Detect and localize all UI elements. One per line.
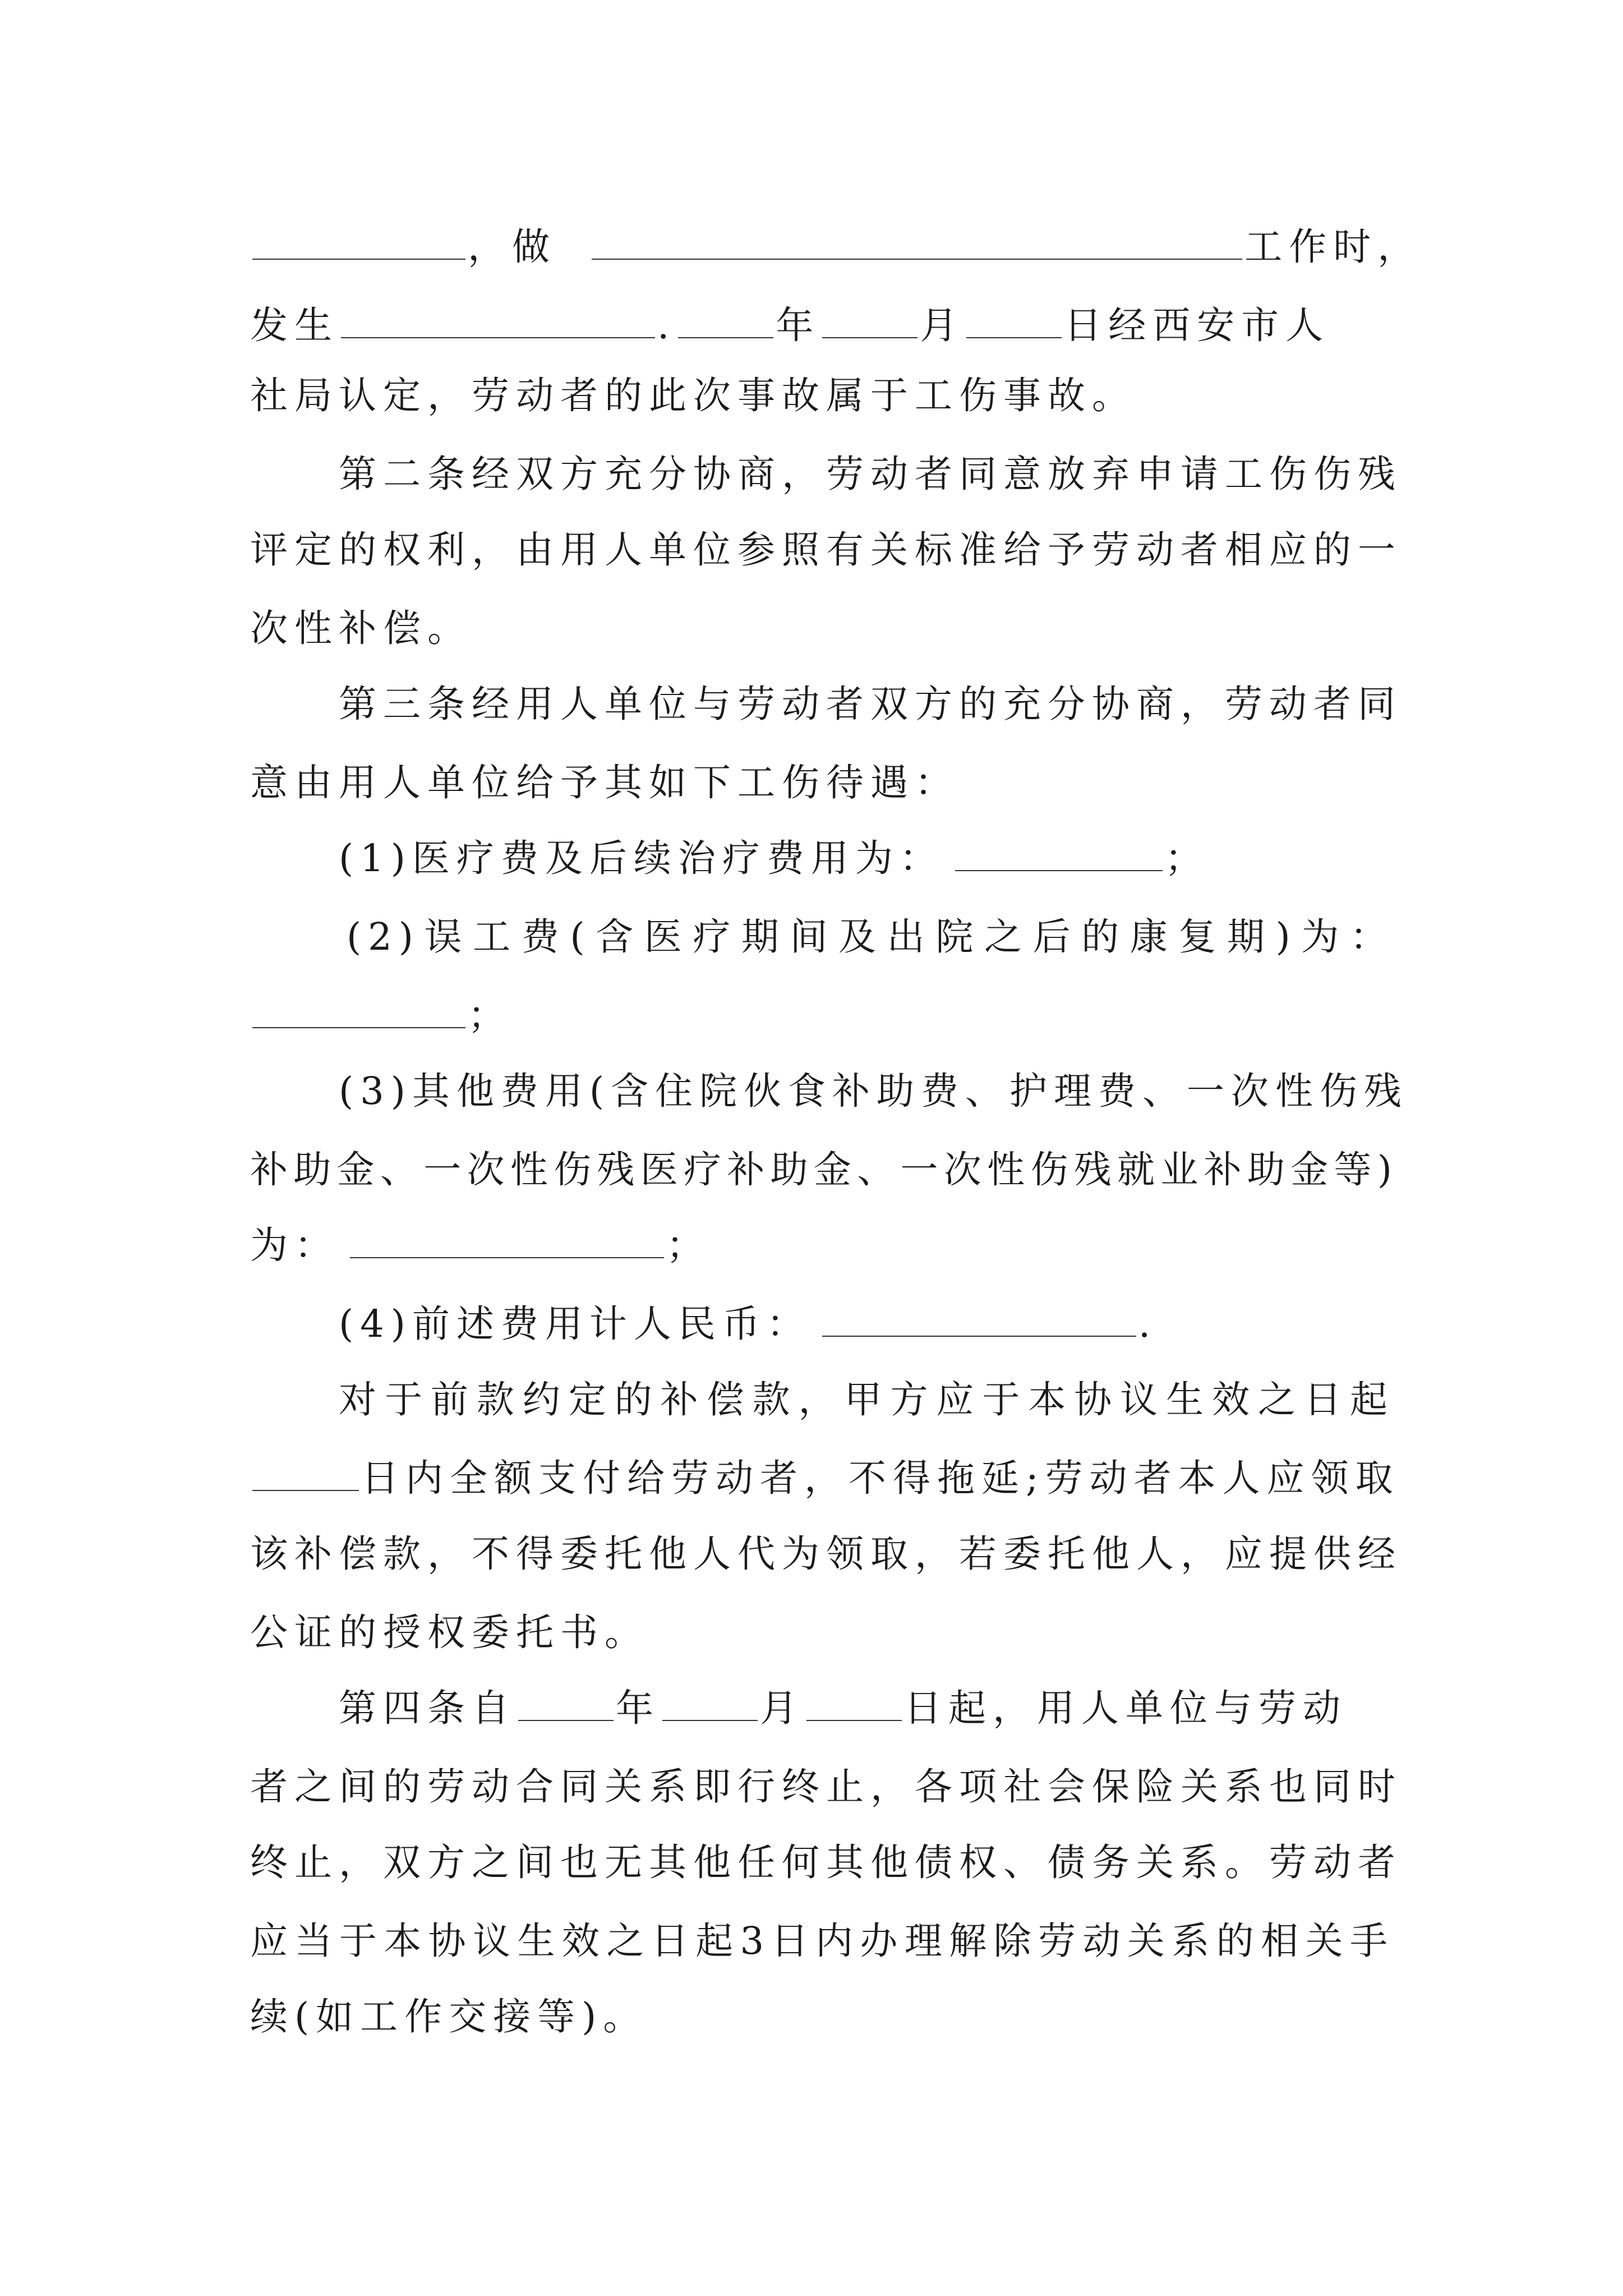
fill-blank xyxy=(350,1257,664,1258)
text-segment: ； xyxy=(1164,836,1209,880)
fill-blank xyxy=(341,337,655,338)
text-line: 社局认定，劳动者的此次事故属于工伤事故。 xyxy=(250,374,1136,417)
text-line xyxy=(250,1677,1483,1739)
fill-blank xyxy=(518,1719,614,1721)
text-line: 该补偿款，不得委托他人代为领取，若委托他人，应提供经 xyxy=(250,1532,1402,1576)
text-line: 次性补偿。 xyxy=(250,606,472,650)
text-line xyxy=(250,827,1483,889)
text-line: 第三条经用人单位与劳动者双方的充分协商，劳动者同 xyxy=(339,682,1402,726)
text-line xyxy=(250,216,1422,278)
fill-blank xyxy=(806,1719,902,1721)
fill-blank xyxy=(966,337,1062,338)
text-segment: (1)医疗费及后续治疗费用为： xyxy=(339,836,944,880)
text-line: 公证的授权委托书。 xyxy=(250,1611,649,1654)
text-segment: 日经西安市人 xyxy=(1064,303,1330,347)
fill-blank xyxy=(678,337,773,338)
text-line xyxy=(250,984,1394,1046)
text-line: 补助金、一次性伤残医疗补助金、一次性伤残就业补助金等) xyxy=(250,1148,1394,1191)
fill-blank xyxy=(252,1027,465,1028)
fill-blank xyxy=(662,1719,758,1721)
text-segment: 发生 xyxy=(250,303,339,347)
text-line: 者之间的劳动合同关系即行终止，各项社会保险关系也同时 xyxy=(250,1765,1402,1809)
text-segment: . xyxy=(657,303,676,347)
fill-blank xyxy=(822,337,917,338)
text-segment: ； xyxy=(666,1223,711,1267)
text-segment: 工作时， xyxy=(1244,225,1422,269)
text-line: 评定的权利，由用人单位参照有关标准给予劳动者相应的一 xyxy=(250,528,1402,572)
text-line: 对于前款约定的补偿款，甲方应于本协议生效之日起 xyxy=(339,1378,1394,1421)
fill-blank xyxy=(955,869,1163,871)
text-segment: 日内全额支付给劳动者，不得拖延;劳动者本人应领取 xyxy=(361,1456,1400,1500)
text-line: 第二条经双方充分协商，劳动者同意放弃申请工伤伤残 xyxy=(339,452,1402,496)
text-segment: ； xyxy=(468,993,512,1037)
text-segment: 年 xyxy=(776,303,820,347)
fill-blank xyxy=(592,258,1242,260)
text-segment: 月 xyxy=(920,303,965,347)
text-line: 续(如工作交接等)。 xyxy=(250,1995,648,2039)
fill-blank xyxy=(252,1489,359,1491)
text-segment: 月 xyxy=(760,1686,804,1730)
fill-blank xyxy=(252,258,465,260)
text-segment: 年 xyxy=(616,1686,660,1730)
text-line: (2)误工费(含医疗期间及出院之后的康复期)为： xyxy=(347,915,1394,959)
text-line xyxy=(250,1447,1400,1509)
text-segment: 日起，用人单位与劳动 xyxy=(904,1686,1347,1730)
text-line: (3)其他费用(含住院伙食补助费、护理费、一次性伤残 xyxy=(339,1069,1409,1113)
text-segment: (4)前述费用计人民币： xyxy=(339,1302,811,1346)
text-line xyxy=(250,1214,1394,1276)
text-segment: 为： xyxy=(250,1223,339,1267)
text-line: 意由用人单位给予其如下工伤待遇： xyxy=(250,761,959,804)
text-line xyxy=(250,1293,1483,1355)
text-segment: ，做 xyxy=(468,225,556,269)
fill-blank xyxy=(822,1335,1136,1337)
text-line: 终止，双方之间也无其他任何其他债权、债务关系。劳动者 xyxy=(250,1841,1402,1884)
text-line xyxy=(250,295,1394,356)
text-segment: . xyxy=(1138,1302,1158,1346)
text-line: 应当于本协议生效之日起3日内办理解除劳动关系的相关手 xyxy=(250,1919,1394,1963)
text-segment: 第四条自 xyxy=(339,1686,516,1730)
